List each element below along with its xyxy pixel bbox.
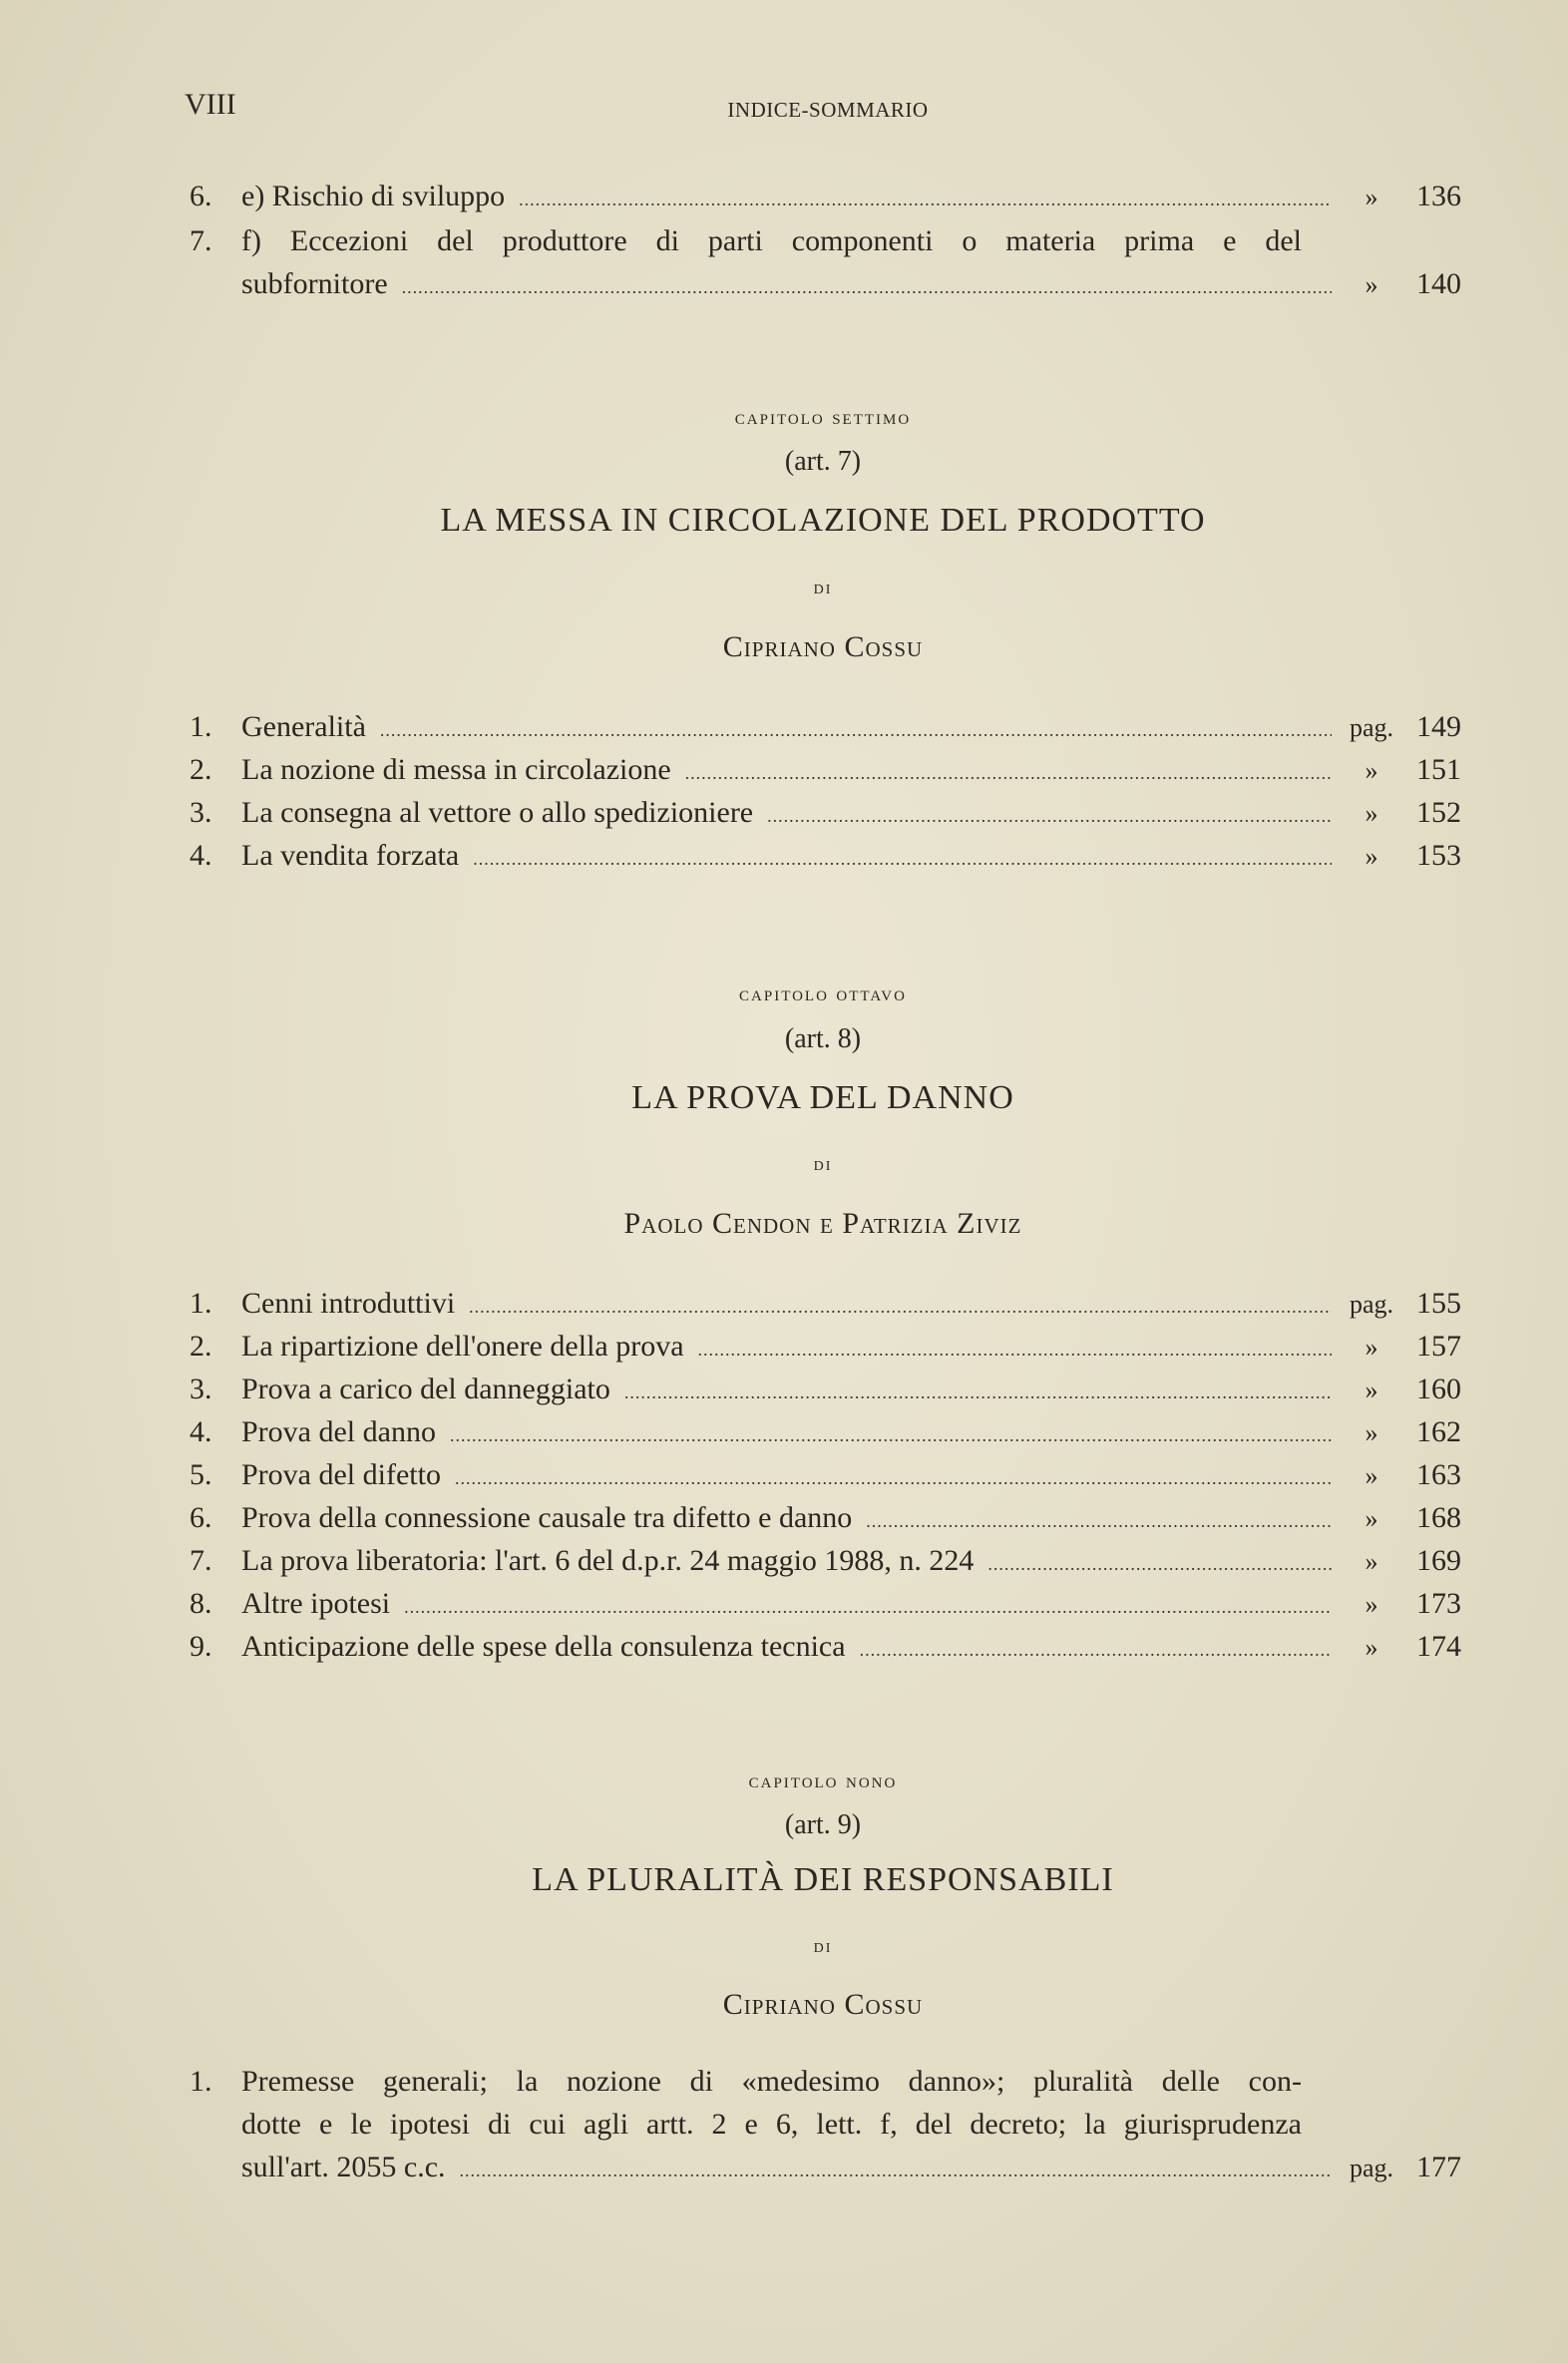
entry-page: 160	[1416, 1373, 1461, 1405]
chapter-by: di	[813, 1153, 833, 1175]
entry-title: Premesse generali; la nozione di «medesimo danno»; pluralità delle con-	[241, 2065, 1302, 2098]
toc-entry-line	[190, 796, 1461, 839]
entry-page: 140	[1416, 267, 1461, 300]
entry-number: 3.	[190, 1373, 212, 1405]
chapter-author: Cipriano Cossu	[722, 630, 924, 663]
entry-number: 1.	[190, 710, 212, 743]
entry-page: 149	[1416, 710, 1461, 743]
toc-entry-line	[190, 1544, 1461, 1587]
toc-entry-line	[190, 1287, 1461, 1330]
chapter-label: capitolo ottavo	[739, 981, 907, 1005]
entry-title: La ripartizione dell'onere della prova	[241, 1330, 684, 1363]
entry-number: 1.	[190, 2065, 212, 2098]
toc-entry-line	[190, 1501, 1461, 1544]
toc-entry-line	[190, 839, 1461, 882]
entry-number: 7.	[190, 1544, 212, 1577]
entry-page: 177	[1416, 2151, 1461, 2183]
toc-entry	[190, 1544, 1461, 1587]
toc-entry-line	[190, 1373, 1461, 1415]
chapter-title: LA PROVA DEL DANNO	[631, 1079, 1014, 1116]
entry-number: 1.	[190, 1287, 212, 1320]
entry-number: 7.	[190, 224, 212, 257]
entry-number: 5.	[190, 1458, 212, 1491]
page-marker: pag.	[1349, 1290, 1394, 1319]
entry-number: 4.	[190, 839, 212, 872]
dot-leader	[767, 806, 1332, 827]
page-marker: »	[1365, 183, 1378, 211]
dot-leader	[987, 1554, 1332, 1575]
page-marker: »	[1365, 1633, 1378, 1662]
toc-entry	[190, 1330, 1461, 1373]
toc-entry	[190, 1415, 1461, 1458]
chapter-label: capitolo nono	[748, 1768, 898, 1792]
dot-leader	[469, 1297, 1332, 1318]
entry-number: 4.	[190, 1415, 212, 1448]
page-marker: »	[1365, 1376, 1378, 1404]
page-marker: »	[1365, 799, 1378, 828]
dot-leader	[404, 1597, 1332, 1618]
entry-number: 3.	[190, 796, 212, 829]
entry-page: 173	[1416, 1587, 1461, 1620]
toc-entry	[190, 753, 1461, 796]
entry-page: 157	[1416, 1330, 1461, 1363]
toc-entry-line	[190, 2065, 1461, 2108]
dot-leader	[380, 720, 1332, 741]
page-number: VIII	[185, 88, 236, 121]
entry-title: La vendita forzata	[241, 839, 460, 872]
entry-title: dotte e le ipotesi di cui agli artt. 2 e 6, lett. f, del decreto; la giurisprudenza	[241, 2108, 1302, 2141]
entry-title: Prova della connessione causale tra difetto e danno	[241, 1501, 853, 1534]
page-marker: »	[1365, 1547, 1378, 1576]
entry-page: 155	[1416, 1287, 1461, 1320]
entry-title: Generalità	[241, 710, 366, 743]
entry-number: 2.	[190, 753, 212, 786]
entry-title: La prova liberatoria: l'art. 6 del d.p.r. 24 maggio 1988, n. 224	[241, 1544, 975, 1577]
toc-entry	[190, 2065, 1461, 2193]
chapter-article: (art. 8)	[784, 1023, 862, 1054]
toc-entry	[190, 1587, 1461, 1630]
dot-leader	[685, 763, 1332, 784]
dot-leader	[698, 1340, 1332, 1361]
chapter-by: di	[813, 1935, 833, 1957]
dot-leader	[455, 1468, 1332, 1489]
entry-title: Prova del difetto	[241, 1458, 441, 1491]
page-marker: »	[1365, 1461, 1378, 1490]
entry-title: Prova del danno	[241, 1415, 436, 1448]
entry-title: Cenni introduttivi	[241, 1287, 456, 1320]
entry-title: subfornitore	[241, 267, 388, 300]
entry-title: f) Eccezioni del produttore di parti componenti o materia prima e del	[241, 224, 1302, 257]
entry-title: La consegna al vettore o allo spedizioniere	[241, 796, 754, 829]
page-marker: pag.	[1349, 2154, 1394, 2182]
toc-entry-line	[190, 224, 1461, 267]
dot-leader	[866, 1511, 1332, 1532]
dot-leader	[450, 1425, 1332, 1446]
toc-entry-line	[190, 1587, 1461, 1630]
toc-entry-line	[190, 1330, 1461, 1373]
entry-page: 174	[1416, 1630, 1461, 1663]
toc-entry-line	[190, 1630, 1461, 1673]
chapter-title: LA PLURALITÀ DEI RESPONSABILI	[532, 1861, 1114, 1898]
entry-title: sull'art. 2055 c.c.	[241, 2151, 446, 2183]
dot-leader	[624, 1382, 1332, 1403]
page-marker: »	[1365, 842, 1378, 871]
running-title: INDICE-SOMMARIO	[727, 98, 929, 122]
page-marker: »	[1365, 1418, 1378, 1447]
entry-title: Prova a carico del danneggiato	[241, 1373, 610, 1405]
page-marker: »	[1365, 1590, 1378, 1619]
entry-title: La nozione di messa in circolazione	[241, 753, 671, 786]
entry-number: 6.	[190, 180, 212, 212]
toc-entry-line	[190, 180, 1461, 222]
entry-number: 6.	[190, 1501, 212, 1534]
chapter-author: Cipriano Cossu	[722, 1988, 924, 2021]
toc-entry	[190, 1501, 1461, 1544]
dot-leader	[519, 190, 1332, 210]
toc-entry-line	[190, 1458, 1461, 1501]
page-marker: »	[1365, 1504, 1378, 1533]
entry-title: Altre ipotesi	[241, 1587, 391, 1620]
dot-leader	[860, 1640, 1332, 1661]
toc-entry	[190, 180, 1461, 222]
page-marker: pag.	[1349, 713, 1394, 742]
toc-entry	[190, 1630, 1461, 1673]
toc-entry-line	[190, 1415, 1461, 1458]
toc-entry-line	[190, 2108, 1461, 2151]
entry-number: 8.	[190, 1587, 212, 1620]
dot-leader	[402, 277, 1332, 298]
chapter-author: Paolo Cendon e Patrizia Ziviz	[623, 1207, 1022, 1240]
dot-leader	[460, 2161, 1332, 2181]
entry-page: 151	[1416, 753, 1461, 786]
entry-page: 152	[1416, 796, 1461, 829]
toc-entry	[190, 1458, 1461, 1501]
page-marker: »	[1365, 1333, 1378, 1362]
toc-entry	[190, 710, 1461, 753]
page-marker: »	[1365, 756, 1378, 785]
toc-entry-line	[190, 267, 1461, 310]
chapter-label: capitolo settimo	[734, 404, 912, 429]
toc-entry	[190, 796, 1461, 839]
dot-leader	[473, 849, 1332, 870]
entry-number: 2.	[190, 1330, 212, 1363]
entry-title: Anticipazione delle spese della consulenza tecnica	[241, 1630, 846, 1663]
toc-entry-line	[190, 710, 1461, 753]
entry-page: 163	[1416, 1458, 1461, 1491]
toc-entry	[190, 1373, 1461, 1415]
chapter-by: di	[813, 577, 833, 598]
entry-page: 162	[1416, 1415, 1461, 1448]
toc-entry	[190, 839, 1461, 882]
entry-page: 168	[1416, 1501, 1461, 1534]
chapter-article: (art. 7)	[784, 446, 862, 477]
toc-entry-line	[190, 2151, 1461, 2193]
entry-title: e) Rischio di sviluppo	[241, 180, 506, 212]
entry-page: 136	[1416, 180, 1461, 212]
toc-entry	[190, 1287, 1461, 1330]
toc-entry	[190, 224, 1461, 310]
entry-page: 153	[1416, 839, 1461, 872]
chapter-title: LA MESSA IN CIRCOLAZIONE DEL PRODOTTO	[440, 502, 1206, 539]
entry-number: 9.	[190, 1630, 212, 1663]
page-marker: »	[1365, 270, 1378, 299]
chapter-article: (art. 9)	[784, 1809, 862, 1840]
entry-page: 169	[1416, 1544, 1461, 1577]
toc-entry-line	[190, 753, 1461, 796]
